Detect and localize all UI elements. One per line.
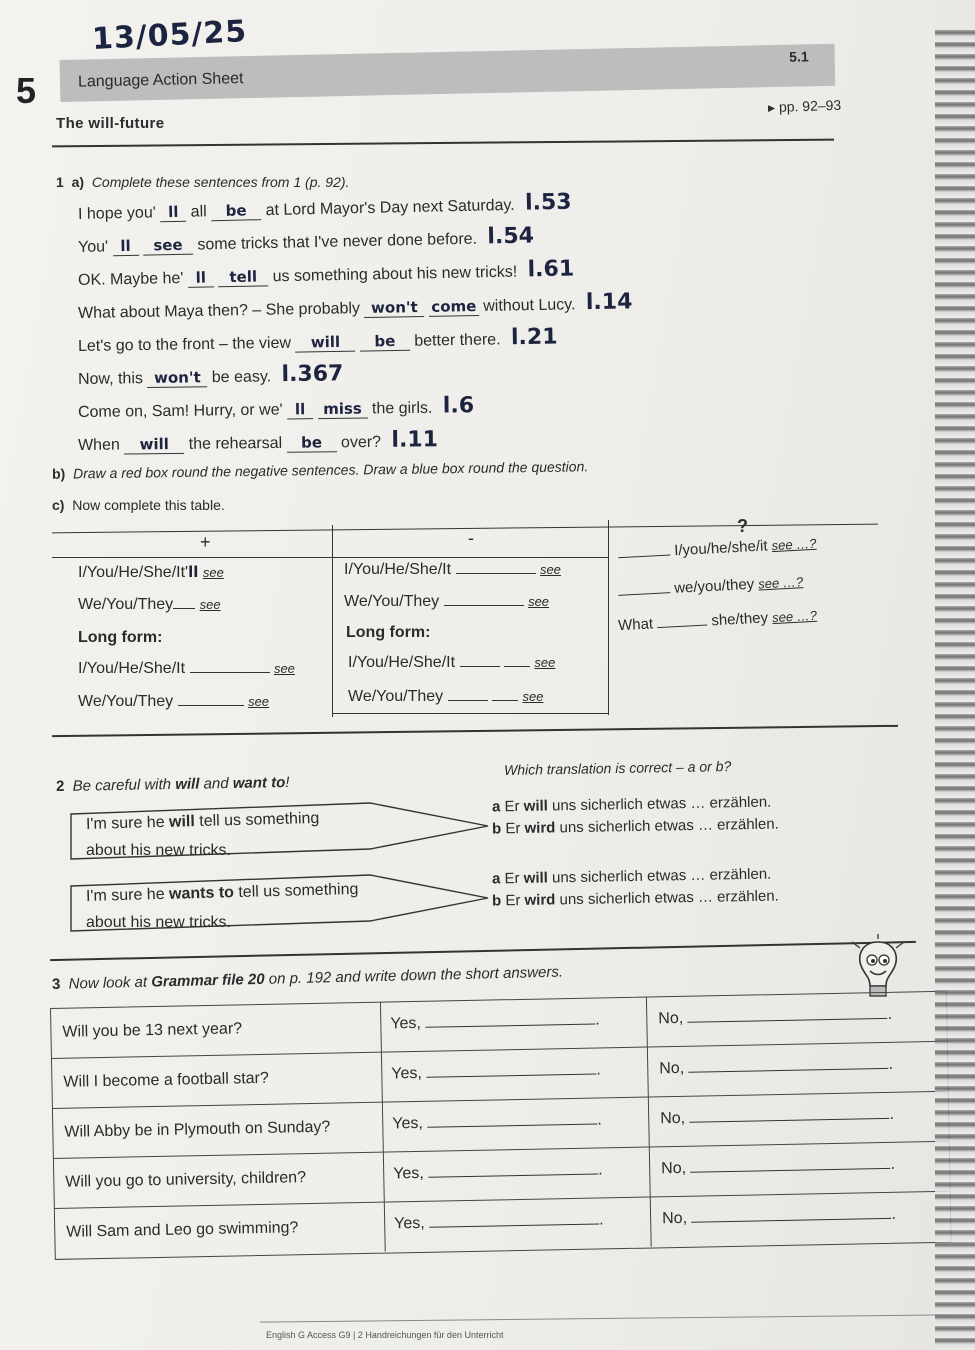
plus-row2-see: see xyxy=(199,597,221,612)
option-post: uns sicherlich etwas … erzählen. xyxy=(559,815,779,837)
q-row2-blank[interactable] xyxy=(618,592,670,596)
ex1-heading xyxy=(56,174,349,190)
ex1a-sentence xyxy=(78,427,438,456)
option-bold: will xyxy=(523,869,549,887)
ex2-bottom-line xyxy=(50,941,916,961)
header-minus: - xyxy=(468,528,474,548)
option-bold: will xyxy=(523,797,549,815)
plus-long-form: Long form: xyxy=(78,629,163,646)
handwritten-date: 13/05/25 xyxy=(91,13,248,58)
option-pre: Er xyxy=(505,892,521,910)
ex3-no-answer[interactable]: No, . xyxy=(658,1005,893,1028)
sentence-text-start: You' xyxy=(77,238,109,256)
ex2-option-b[interactable] xyxy=(492,887,779,909)
q-row3-text: she/they xyxy=(710,609,769,630)
option-bold: wird xyxy=(524,819,556,837)
ex2-number: 2 xyxy=(55,777,65,796)
option-post: uns sicherlich etwas … erzählen. xyxy=(551,865,772,887)
sentence-text-end: at Lord Mayor's Day next Saturday. xyxy=(265,196,515,220)
ex3-question: Will Abby be in Plymouth on Sunday? xyxy=(64,1118,331,1141)
plus-row1-text: I/You/He/She/It' xyxy=(78,564,189,581)
eng-bold: wants to xyxy=(168,884,235,903)
arrow-icon: ▸ xyxy=(767,98,780,116)
ex3-yes-answer[interactable]: Yes, . xyxy=(393,1161,603,1183)
plus-row3-see: see xyxy=(273,661,295,676)
ex3-question: Will I become a football star? xyxy=(63,1069,269,1091)
table-bottom-line xyxy=(332,713,608,714)
pages-reference-text: pp. 92–93 xyxy=(778,96,842,115)
ex1a-sentence xyxy=(78,190,572,225)
minus-row2 xyxy=(344,593,549,611)
ex1-number: 1 xyxy=(56,174,64,190)
plus-row1-answer: ll xyxy=(188,563,199,581)
q-row1 xyxy=(618,535,817,562)
plus-row4-blank[interactable] xyxy=(178,705,244,706)
line-reference-note: l.54 xyxy=(487,223,535,250)
sentence-text-end: the girls. xyxy=(371,399,433,418)
line-reference-note: l.14 xyxy=(585,289,633,316)
option-letter: b xyxy=(491,820,502,838)
ex1c-heading xyxy=(52,497,225,513)
answer-blank-2[interactable]: be xyxy=(360,332,410,352)
minus-row4-blank-2[interactable] xyxy=(492,700,518,701)
no-label: No, xyxy=(660,1109,686,1128)
answer-blank-2[interactable]: be xyxy=(211,201,261,221)
ex3-question: Will you be 13 next year? xyxy=(62,1020,243,1041)
sentence-text-start: Let's go to the front – the view xyxy=(77,334,292,355)
plus-row1-see: see xyxy=(202,565,224,580)
minus-row1-blank[interactable] xyxy=(456,573,536,574)
answer-blank-2[interactable]: come xyxy=(429,297,479,317)
ex1a-label: a) xyxy=(71,174,85,190)
minus-row2-see: see xyxy=(528,594,550,609)
q-row2-see: see …? xyxy=(757,574,804,592)
eng-pre: I'm sure he xyxy=(85,885,165,905)
answer-blank-1[interactable]: will xyxy=(295,333,355,353)
yes-blank[interactable] xyxy=(426,1074,596,1078)
ex3-no-answer[interactable]: No, . xyxy=(659,1055,894,1078)
unit-number: 5 xyxy=(16,70,37,111)
ex1b-instruction: Draw a red box round the negative sentences. Draw a blue box round the question. xyxy=(72,458,589,482)
ex1a-sentence xyxy=(78,289,633,324)
ex3-instr-bold: Grammar file 20 xyxy=(150,970,265,991)
sentence-text-middle: all xyxy=(190,203,207,221)
ex3-yes-answer[interactable]: Yes, . xyxy=(391,1061,601,1083)
sentence-text-start: I hope you' xyxy=(77,204,156,223)
ex1b-label: b) xyxy=(51,465,66,482)
yes-label: Yes, xyxy=(394,1214,425,1233)
table-col-line-1 xyxy=(332,525,333,717)
answer-blank-1[interactable]: will xyxy=(124,435,184,455)
ex1b-heading xyxy=(52,458,588,481)
no-label: No, xyxy=(661,1159,687,1178)
no-label: No, xyxy=(658,1009,684,1028)
ex3-no-answer[interactable]: No, . xyxy=(660,1105,895,1128)
answer-blank-1[interactable]: won't xyxy=(364,298,424,318)
ex3-number: 3 xyxy=(51,975,61,993)
plus-row2-blank[interactable] xyxy=(173,608,195,609)
plus-row2-text: We/You/They xyxy=(78,596,174,613)
q-row3-prefix: What xyxy=(617,615,654,635)
eng-post: tell us something xyxy=(238,880,359,902)
ex2-instr-1: Be careful with xyxy=(72,776,172,795)
sheet-code: 5.1 xyxy=(789,48,809,65)
yes-label: Yes, xyxy=(390,1014,422,1033)
ex2-option-a[interactable] xyxy=(492,794,772,816)
eng-post: tell us something xyxy=(199,809,320,831)
option-pre: Er xyxy=(504,869,520,888)
yes-blank[interactable] xyxy=(425,1024,595,1028)
yes-label: Yes, xyxy=(393,1164,424,1183)
sentence-text-start: Now, this xyxy=(77,370,144,388)
plus-row1 xyxy=(78,563,224,582)
option-letter: a xyxy=(491,798,501,816)
ex1a-sentence xyxy=(78,223,534,258)
yes-label: Yes, xyxy=(391,1064,423,1083)
ex3-no-answer[interactable]: No, . xyxy=(661,1205,897,1228)
ex2-heading xyxy=(56,774,290,795)
q-row3-see: see …? xyxy=(771,607,818,626)
no-blank[interactable] xyxy=(689,1068,889,1073)
ex3-instr-post: on p. 192 and write down the short answers. xyxy=(268,963,564,988)
ex2-option-b[interactable] xyxy=(492,815,779,837)
table-col-line-2 xyxy=(608,520,609,715)
ex3-no-answer[interactable]: No, . xyxy=(661,1155,896,1178)
ex1a-sentence xyxy=(78,256,575,291)
ex1a-sentence xyxy=(78,324,558,357)
option-post: uns sicherlich etwas … erzählen. xyxy=(559,887,779,909)
minus-row4-see: see xyxy=(522,689,544,704)
table-bottom-thick xyxy=(52,725,898,737)
sentence-text-start: When xyxy=(77,436,120,454)
option-letter: b xyxy=(491,892,502,910)
minus-row4-text: We/You/They xyxy=(348,688,444,705)
answer-blank-1[interactable]: ll xyxy=(287,400,313,419)
ex2-instr-end: ! xyxy=(285,773,290,792)
option-pre: Er xyxy=(504,797,520,816)
ex2-english-line2: about his new tricks. xyxy=(86,842,231,859)
sentence-text-end: without Lucy. xyxy=(483,296,576,315)
ex3-instr-pre: Now look at xyxy=(68,973,148,993)
plus-row2 xyxy=(78,596,221,614)
sentence-text-end: over? xyxy=(340,433,382,452)
minus-row4-blank-1[interactable] xyxy=(448,700,488,701)
q-row3 xyxy=(618,607,818,634)
topic-title-text: The will-future xyxy=(56,115,165,132)
sentence-text-end: some tricks that I've never done before. xyxy=(197,230,478,254)
ex1c-label: c) xyxy=(52,497,65,513)
q-row3-blank[interactable] xyxy=(657,625,707,629)
ex3-heading xyxy=(52,964,563,993)
sentence-text-end: better there. xyxy=(414,331,501,350)
yes-blank[interactable] xyxy=(427,1124,597,1128)
minus-row1 xyxy=(344,561,561,579)
option-letter: a xyxy=(491,870,501,888)
line-reference-note: l.6 xyxy=(442,393,475,419)
option-post: uns sicherlich etwas … erzählen. xyxy=(551,793,772,815)
minus-row4 xyxy=(348,688,544,706)
ex3-question: Will Sam and Leo go swimming? xyxy=(66,1219,299,1241)
line-reference-note: l.367 xyxy=(281,361,344,388)
ex3-yes-answer[interactable]: Yes, . xyxy=(394,1211,604,1233)
ex2-option-a[interactable] xyxy=(492,866,772,888)
plus-row3-blank[interactable] xyxy=(190,672,270,673)
minus-row1-text: I/You/He/She/It xyxy=(344,561,452,578)
ex1a-sentence xyxy=(78,361,344,390)
line-reference-note: l.21 xyxy=(510,324,558,351)
eng-pre: I'm sure he xyxy=(85,813,165,833)
minus-row2-text: We/You/They xyxy=(344,593,440,610)
no-label: No, xyxy=(659,1059,685,1078)
minus-long-form: Long form: xyxy=(346,624,431,641)
minus-row3-blank-2[interactable] xyxy=(504,666,530,667)
ex3-yes-answer[interactable]: Yes, . xyxy=(392,1111,602,1133)
minus-row3-text: I/You/He/She/It xyxy=(348,654,456,671)
plus-row3 xyxy=(78,660,295,678)
sentence-text-middle: the rehearsal xyxy=(188,434,283,453)
footer-text: English G Access G9 | 2 Handreichungen für den Unterricht xyxy=(266,1330,504,1340)
answer-blank-2[interactable]: miss xyxy=(317,399,367,419)
minus-row2-blank[interactable] xyxy=(444,605,524,606)
ex3-question: Will you go to university, children? xyxy=(65,1169,307,1191)
q-row1-blank[interactable] xyxy=(618,554,670,558)
no-blank[interactable] xyxy=(690,1118,890,1123)
ex1a-sentence xyxy=(78,393,474,423)
ex3-table xyxy=(50,991,950,1258)
sentence-text-end: be easy. xyxy=(211,368,272,387)
option-bold: wird xyxy=(524,891,556,909)
footer-line xyxy=(260,1314,950,1322)
yes-blank[interactable] xyxy=(429,1223,599,1227)
answer-blank-2[interactable]: tell xyxy=(218,267,268,287)
table-header-line xyxy=(52,557,608,558)
no-label: No, xyxy=(661,1209,688,1228)
spiral-binding xyxy=(935,30,975,1350)
line-reference-note: l.11 xyxy=(391,427,439,453)
plus-row3-text: I/You/He/She/It xyxy=(78,660,186,677)
plus-row4-text: We/You/They xyxy=(78,693,174,710)
answer-blank-2[interactable]: be xyxy=(286,433,336,453)
pages-reference xyxy=(768,97,842,117)
answer-blank-1[interactable]: ll xyxy=(160,203,186,223)
answer-blank-1[interactable]: ll xyxy=(188,268,214,287)
minus-row3-blank-1[interactable] xyxy=(460,666,500,667)
no-blank[interactable] xyxy=(688,1018,888,1023)
ex1c-instruction: Now complete this table. xyxy=(72,497,225,513)
sentence-text-end: us something about his new tricks! xyxy=(272,263,518,286)
sentence-text-start: What about Maya then? – She probably xyxy=(77,300,361,322)
sentence-text-start: Come on, Sam! Hurry, or we' xyxy=(77,401,283,421)
plus-row4-see: see xyxy=(248,694,270,709)
option-pre: Er xyxy=(505,820,521,838)
header-question: ? xyxy=(737,516,748,536)
header-plus: + xyxy=(200,532,211,552)
no-blank[interactable] xyxy=(691,1168,891,1173)
line-reference-note: l.61 xyxy=(527,256,575,283)
minus-row1-see: see xyxy=(539,562,561,577)
ex1a-instruction: Complete these sentences from 1 (p. 92). xyxy=(91,174,350,190)
minus-row3 xyxy=(348,654,555,672)
yes-blank[interactable] xyxy=(428,1174,598,1178)
yes-label: Yes, xyxy=(392,1114,423,1133)
ex2-instr-and: and xyxy=(203,775,229,793)
eng-bold: will xyxy=(168,813,196,831)
answer-blank-1[interactable]: ll xyxy=(112,237,138,257)
sentence-text-start: OK. Maybe he' xyxy=(77,269,184,289)
table-top-line xyxy=(52,524,878,534)
ex2-instr-want: want to xyxy=(232,774,286,792)
q-row1-text: I/you/he/she/it xyxy=(673,537,768,560)
topic-title xyxy=(56,115,165,132)
q-row1-see: see …? xyxy=(771,535,817,554)
ex2-instr-will: will xyxy=(175,775,200,793)
answer-blank-1[interactable]: won't xyxy=(147,368,207,388)
plus-row4 xyxy=(78,693,269,711)
ex2-english-line2: about his new tricks. xyxy=(86,914,231,931)
ex3-yes-answer[interactable]: Yes, . xyxy=(390,1011,600,1033)
header-divider xyxy=(52,139,834,148)
q-row2-text: we/you/they xyxy=(673,575,755,597)
q-row2 xyxy=(618,573,804,600)
ex2-question: Which translation is correct – a or b? xyxy=(503,758,732,778)
line-reference-note: l.53 xyxy=(524,189,572,216)
no-blank[interactable] xyxy=(692,1218,892,1223)
answer-blank-2[interactable]: see xyxy=(143,236,193,256)
sheet-title: Language Action Sheet xyxy=(77,70,244,91)
minus-row3-see: see xyxy=(534,655,556,670)
